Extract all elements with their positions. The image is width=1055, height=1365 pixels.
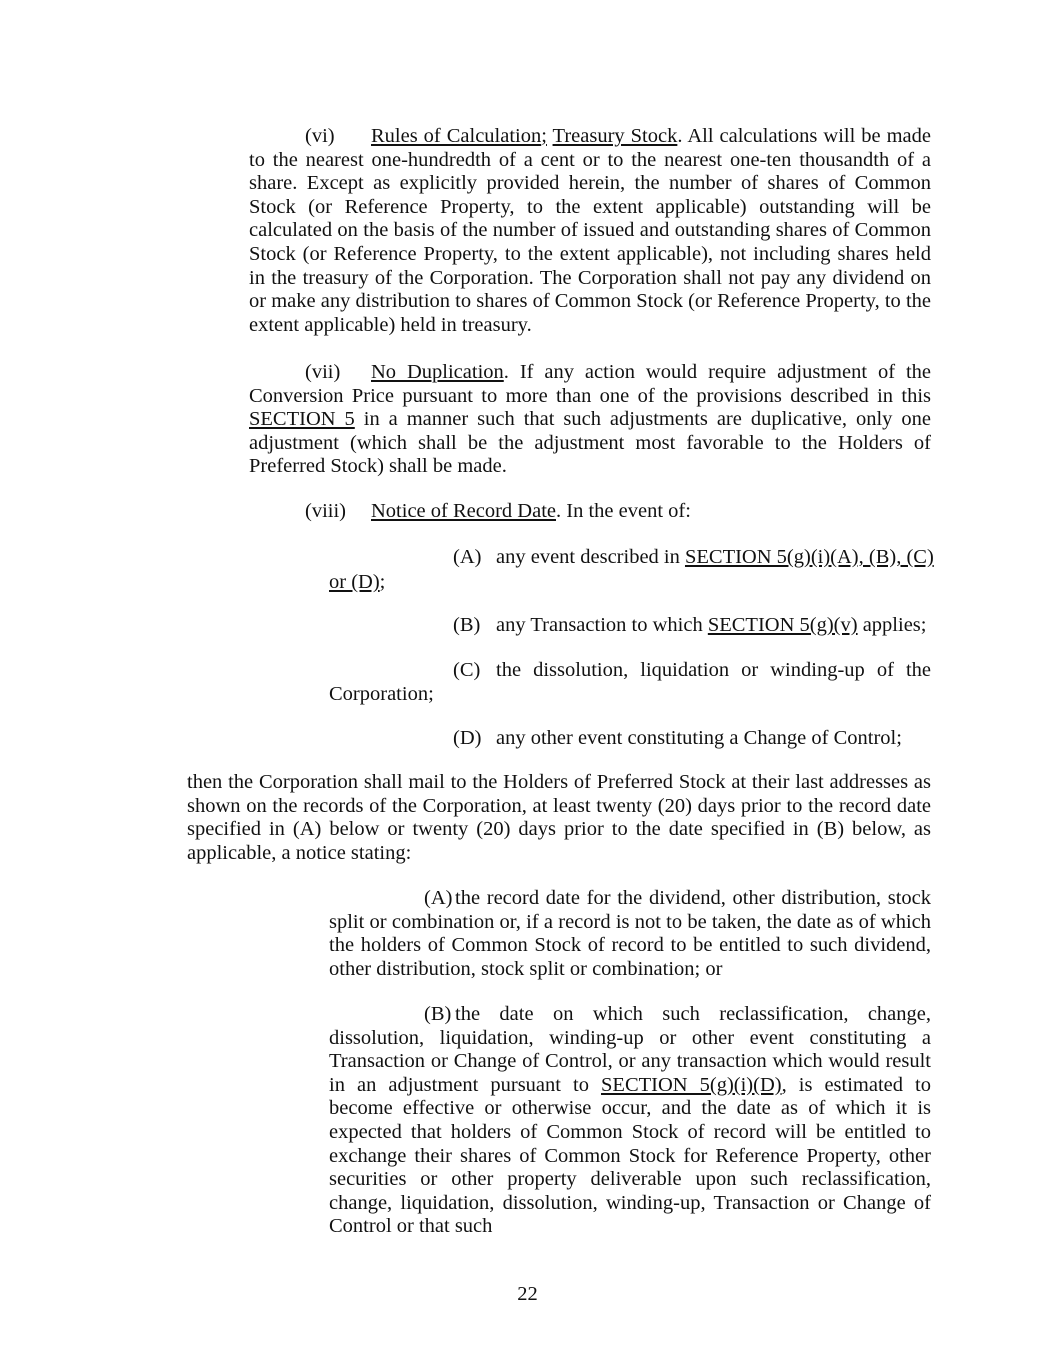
notice-item-a-text: the record date for the dividend, other distribution, stock split or combination or, if a record is not to be taken, the date as of which the holders of Common Stock of record to be entitled to such dividend, other distribution, stock split or combination; or [329, 887, 931, 980]
event-a-label: (A) [453, 546, 482, 568]
paragraph-vii [249, 361, 931, 479]
paragraph-vii-heading: No Duplication [371, 361, 504, 383]
paragraph-vi-body: . All calculations will be made to the nearest one-hundredth of a cent or to the nearest one-ten thousandth of a share. Except as explicitly provided herein, the number of shares of Common Stock (or Reference Property, to the extent applicable) outstanding will be calculated on the basis of the number of issued and outstanding shares of Common Stock (or Reference Property, to the extent applicable), not including shares held in the treasury of the Corporation. The Corporation shall not pay any dividend on or make any distribution to shares of Common Stock (or Reference Property, to the extent applicable) held in treasury. [249, 125, 931, 336]
paragraph-vi-heading-b: Treasury Stock [552, 125, 678, 147]
paragraph-vi-heading-a: Rules of Calculation [371, 125, 542, 147]
event-b-section-ref: SECTION 5(g)(v) [707, 614, 858, 636]
event-a-continuation-ref: or (D) [329, 571, 380, 593]
paragraph-vii-body-2: in a manner such that such adjustments are duplicative, only one adjustment (which shall be the adjustment most favorable to the Holders of Preferred Stock) shall be made. [249, 408, 931, 478]
event-a-continuation-tail: ; [379, 571, 386, 593]
event-b-line [453, 614, 953, 638]
notice-item-b [329, 1003, 931, 1239]
event-c-label: (C) [453, 659, 481, 681]
notice-lead-paragraph: then the Corporation shall mail to the Holders of Preferred Stock at their last addresses as shown on the records of the Corporation, at least twenty (20) days prior to the record date specified in (A) below or twenty (20) days prior to the date specified in (B) below, as applicable, a notice stating: [187, 771, 931, 864]
page-number: 22 [517, 1283, 538, 1305]
paragraph-viii-intro: . In the event of: [556, 500, 691, 522]
event-c-continuation: Corporation; [329, 683, 434, 705]
event-b-text: any Transaction to which [496, 614, 708, 636]
paragraph-vi [249, 125, 931, 337]
event-a-section-ref: SECTION 5(g)(i)(A), (B), (C) [684, 546, 934, 568]
event-b-label: (B) [453, 614, 481, 636]
notice-item-a [329, 887, 931, 981]
paragraph-viii-heading: Notice of Record Date [371, 500, 556, 522]
notice-item-b-label: (B) [424, 1003, 452, 1025]
event-d-text: any other event constituting a Change of Control; [496, 727, 902, 749]
paragraph-vii-body-1: . If any action would require adjustment of the Conversion Price pursuant to more than one of the provisions described in this [249, 361, 931, 407]
paragraph-vi-number: (vi) [305, 125, 335, 147]
paragraph-vii-number: (vii) [305, 361, 341, 383]
event-a-continuation [329, 571, 529, 595]
event-c-line [453, 659, 931, 683]
paragraph-viii-heading-line [305, 500, 945, 524]
paragraph-vii-section-ref: SECTION 5 [249, 408, 355, 431]
event-a-text: any event described in [496, 546, 685, 568]
notice-item-b-text-1: the date on which such reclassification, change, dissolution, liquidation, winding-up or other event constituting a Transaction or Change of Control, or any transaction which would result in an adjustment pursuant to [329, 1003, 931, 1096]
event-a-line [453, 546, 953, 570]
event-d-line [453, 727, 953, 751]
event-c-text: the dissolution, liquidation or winding-up of the [496, 659, 931, 681]
notice-item-b-text-2: , is estimated to become effective or otherwise occur, and the date as of which it is expected that holders of Common Stock of record will be entitled to exchange their shares of Common Stock for Reference Property, other securities or other property deliverable upon such reclassification, change, liquidation, dissolution, winding-up, Transaction or Change of Control or that such [329, 1073, 932, 1238]
notice-item-b-section-ref: SECTION 5(g)(i)(D) [601, 1073, 782, 1096]
notice-item-a-label: (A) [424, 887, 453, 909]
paragraph-viii-number: (viii) [305, 500, 346, 522]
paragraph-vi-heading-separator: ; [541, 125, 547, 147]
event-b-text-tail: applies; [857, 614, 927, 636]
event-d-label: (D) [453, 727, 482, 749]
